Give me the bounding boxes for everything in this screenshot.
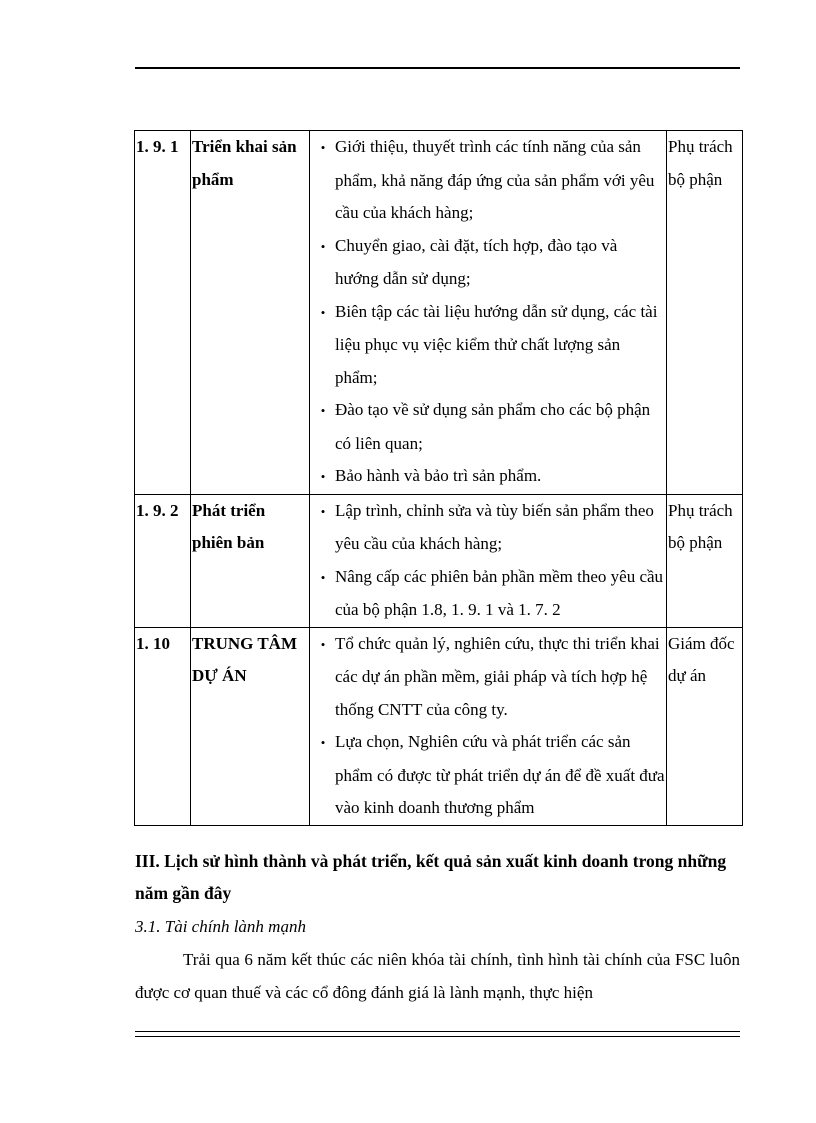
table-row — [135, 494, 743, 627]
row-number: 1. 9. 2 — [135, 494, 191, 627]
list-item: • Bảo hành và bảo trì sản phẩm. — [311, 460, 665, 494]
list-item: • Lập trình, chỉnh sửa và tùy biến sản phẩm theo yêu cầu của khách hàng; — [311, 495, 665, 561]
list-item: • Lựa chọn, Nghiên cứu và phát triển các sản phẩm có được từ phát triển dự án để đề xuất đưa vào kinh doanh thương phẩm — [311, 726, 665, 825]
subsection-heading: 3.1. Tài chính lành mạnh — [135, 917, 306, 936]
bullet-icon: • — [320, 403, 326, 418]
bullet-icon: • — [320, 735, 326, 750]
task-list — [310, 627, 667, 825]
footer-rule — [135, 1031, 740, 1037]
paragraph-text: Trải qua 6 năm kết thúc các niên khóa tài chính, tình hình tài chính của FSC luôn được cơ quan thuế và các cổ đông đánh giá là lành mạnh, thực hiện — [135, 950, 740, 1002]
bullet-icon: • — [320, 503, 326, 519]
department-name: Phát triển phiên bản — [191, 494, 310, 627]
bullet-icon: • — [320, 238, 326, 254]
row-number: 1. 9. 1 — [135, 131, 191, 495]
task-list — [310, 131, 667, 495]
bullet-icon: • — [320, 140, 326, 155]
table-row — [135, 131, 743, 495]
responsible-person: Phụ trách bộ phận — [667, 131, 743, 495]
department-table — [134, 130, 743, 826]
list-item: • Đào tạo về sử dụng sản phẩm cho các bộ phận có liên quan; — [311, 394, 665, 460]
section-heading: III. Lịch sử hình thành và phát triển, kết quả sản xuất kinh doanh trong những năm gần đây — [135, 851, 727, 903]
body-paragraph — [135, 944, 740, 1009]
bullet-icon: • — [320, 636, 326, 652]
responsible-person: Giám đốc dự án — [667, 627, 743, 825]
list-item: • Biên tập các tài liệu hướng dẫn sử dụng, các tài liệu phục vụ việc kiểm thử chất lượng sản phẩm; — [311, 296, 665, 395]
list-item: • Giới thiệu, thuyết trình các tính năng của sản phẩm, khả năng đáp ứng của sản phẩm với yêu cầu của khách hàng; — [311, 131, 665, 230]
table-row — [135, 627, 743, 825]
list-item: • Nâng cấp các phiên bản phần mềm theo yêu cầu của bộ phận 1.8, 1. 9. 1 và 1. 7. 2 — [311, 561, 665, 627]
bullet-icon: • — [320, 569, 326, 585]
department-name: Triển khai sản phẩm — [191, 131, 310, 495]
department-name: TRUNG TÂM DỰ ÁN — [191, 627, 310, 825]
header-rule — [135, 67, 740, 69]
bullet-icon: • — [320, 304, 326, 320]
row-number: 1. 10 — [135, 627, 191, 825]
responsible-person: Phụ trách bộ phận — [667, 494, 743, 627]
list-item: • Chuyển giao, cài đặt, tích hợp, đào tạo và hướng dẫn sử dụng; — [311, 230, 665, 296]
list-item: • Tổ chức quản lý, nghiên cứu, thực thi triển khai các dự án phần mềm, giải pháp và tích hợp hệ thống CNTT của công ty. — [311, 628, 665, 727]
bullet-icon: • — [320, 469, 326, 484]
task-list — [310, 494, 667, 627]
